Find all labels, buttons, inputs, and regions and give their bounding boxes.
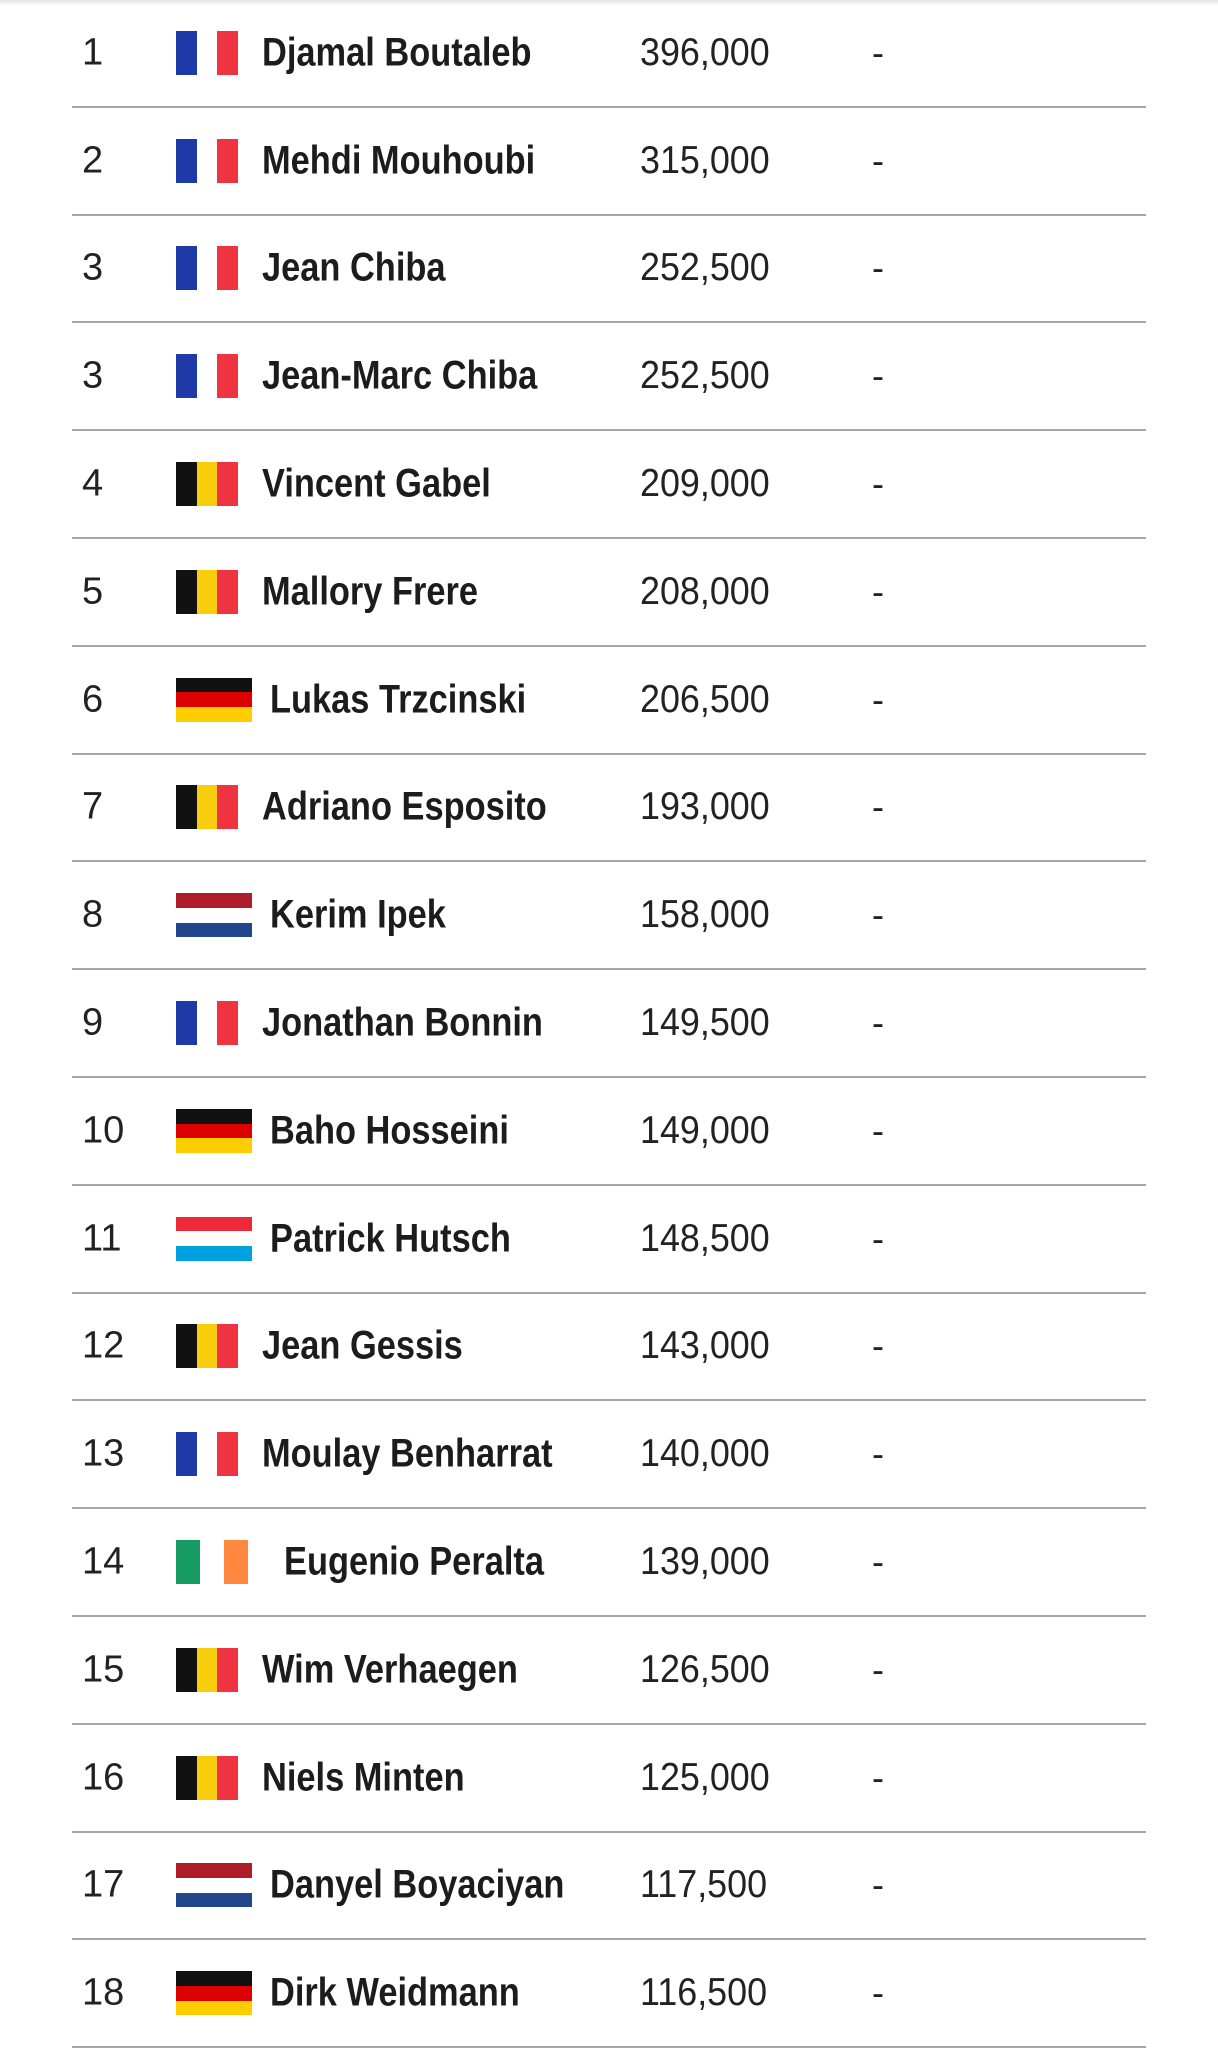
player-name: Jean Gessis [262, 1323, 463, 1368]
ranking-row [72, 1294, 1146, 1402]
rank-change: - [872, 1972, 884, 2014]
rank-number: 5 [82, 570, 104, 613]
belgium-flag-icon [176, 785, 238, 829]
player-name: Kerim Ipek [270, 892, 446, 937]
belgium-flag-icon [176, 570, 238, 614]
rank-number: 11 [82, 1217, 122, 1260]
player-name: Lukas Trzcinski [270, 677, 527, 722]
ranking-row [72, 755, 1146, 863]
player-name: Niels Minten [262, 1755, 465, 1800]
ranking-row [72, 647, 1146, 755]
player-name: Wim Verhaegen [262, 1647, 518, 1692]
ranking-row [72, 1186, 1146, 1294]
player-points: 209,000 [640, 462, 770, 506]
player-name: Baho Hosseini [270, 1108, 509, 1153]
player-points: 126,500 [640, 1647, 770, 1691]
ranking-row [72, 1833, 1146, 1941]
rankings-table [72, 0, 1146, 2048]
ranking-row [72, 108, 1146, 216]
france-flag-icon [176, 31, 238, 75]
rank-change: - [872, 678, 884, 720]
player-points: 396,000 [640, 30, 770, 74]
rank-change: - [872, 1217, 884, 1259]
player-name: Moulay Benharrat [262, 1431, 553, 1476]
rank-number: 6 [82, 678, 104, 721]
ranking-row [72, 1617, 1146, 1725]
player-points: 315,000 [640, 138, 770, 182]
ranking-row [72, 1401, 1146, 1509]
player-points: 208,000 [640, 569, 770, 613]
rank-change: - [872, 31, 884, 73]
netherlands-flag-icon [176, 893, 252, 937]
belgium-flag-icon [176, 1648, 238, 1692]
rank-number: 7 [82, 785, 104, 828]
belgium-flag-icon [176, 1324, 238, 1368]
rank-change: - [872, 247, 884, 289]
rank-change: - [872, 1109, 884, 1151]
ranking-row [72, 1940, 1146, 2048]
player-points: 149,500 [640, 1001, 770, 1045]
germany-flag-icon [176, 1109, 252, 1153]
rank-change: - [872, 1433, 884, 1475]
france-flag-icon [176, 354, 238, 398]
ranking-row [72, 1725, 1146, 1833]
player-points: 193,000 [640, 785, 770, 829]
ranking-row [72, 539, 1146, 647]
player-name: Eugenio Peralta [284, 1539, 544, 1584]
rank-number: 1 [82, 31, 104, 74]
ranking-row [72, 0, 1146, 108]
ranking-row [72, 1078, 1146, 1186]
rank-number: 13 [82, 1432, 125, 1475]
ireland-flag-icon [176, 1540, 248, 1584]
player-points: 143,000 [640, 1324, 770, 1368]
player-name: Mehdi Mouhoubi [262, 138, 536, 183]
player-points: 116,500 [640, 1971, 768, 2015]
ranking-row [72, 862, 1146, 970]
rank-number: 16 [82, 1756, 125, 1799]
player-points: 125,000 [640, 1755, 770, 1799]
player-name: Vincent Gabel [262, 461, 491, 506]
france-flag-icon [176, 1432, 238, 1476]
rank-number: 8 [82, 893, 104, 936]
player-points: 149,000 [640, 1108, 770, 1152]
player-points: 252,500 [640, 246, 770, 290]
player-name: Danyel Boyaciyan [270, 1862, 565, 1907]
rank-number: 15 [82, 1648, 125, 1691]
rank-number: 3 [82, 246, 104, 289]
germany-flag-icon [176, 678, 252, 722]
ranking-row [72, 970, 1146, 1078]
rank-change: - [872, 1002, 884, 1044]
rank-number: 3 [82, 354, 104, 397]
belgium-flag-icon [176, 462, 238, 506]
rank-change: - [872, 786, 884, 828]
ranking-row [72, 431, 1146, 539]
player-name: Djamal Boutaleb [262, 30, 532, 75]
rank-change: - [872, 463, 884, 505]
player-name: Adriano Esposito [262, 784, 547, 829]
player-points: 117,500 [640, 1863, 768, 1907]
rank-change: - [872, 894, 884, 936]
germany-flag-icon [176, 1971, 252, 2015]
luxembourg-flag-icon [176, 1217, 252, 1261]
france-flag-icon [176, 1001, 238, 1045]
rank-number: 9 [82, 1001, 104, 1044]
rank-change: - [872, 1541, 884, 1583]
player-points: 158,000 [640, 893, 770, 937]
player-name: Jean-Marc Chiba [262, 353, 538, 398]
rank-number: 10 [82, 1109, 125, 1152]
player-name: Mallory Frere [262, 569, 479, 614]
rank-change: - [872, 570, 884, 612]
ranking-row [72, 216, 1146, 324]
rank-change: - [872, 355, 884, 397]
player-name: Jonathan Bonnin [262, 1000, 543, 1045]
france-flag-icon [176, 139, 238, 183]
player-name: Dirk Weidmann [270, 1970, 520, 2015]
player-points: 139,000 [640, 1540, 770, 1584]
rank-number: 18 [82, 1971, 125, 2014]
rank-change: - [872, 1864, 884, 1906]
ranking-row [72, 323, 1146, 431]
rank-number: 12 [82, 1324, 125, 1367]
belgium-flag-icon [176, 1756, 238, 1800]
rank-change: - [872, 1648, 884, 1690]
france-flag-icon [176, 246, 238, 290]
player-points: 148,500 [640, 1216, 770, 1260]
player-points: 252,500 [640, 354, 770, 398]
rank-change: - [872, 1325, 884, 1367]
ranking-row [72, 1509, 1146, 1617]
rank-number: 14 [82, 1540, 125, 1583]
rank-change: - [872, 139, 884, 181]
rank-change: - [872, 1756, 884, 1798]
player-name: Patrick Hutsch [270, 1216, 511, 1261]
player-points: 140,000 [640, 1432, 770, 1476]
player-name: Jean Chiba [262, 245, 446, 290]
netherlands-flag-icon [176, 1863, 252, 1907]
player-points: 206,500 [640, 677, 770, 721]
rank-number: 17 [82, 1863, 125, 1906]
rank-number: 4 [82, 462, 104, 505]
rank-number: 2 [82, 139, 104, 182]
